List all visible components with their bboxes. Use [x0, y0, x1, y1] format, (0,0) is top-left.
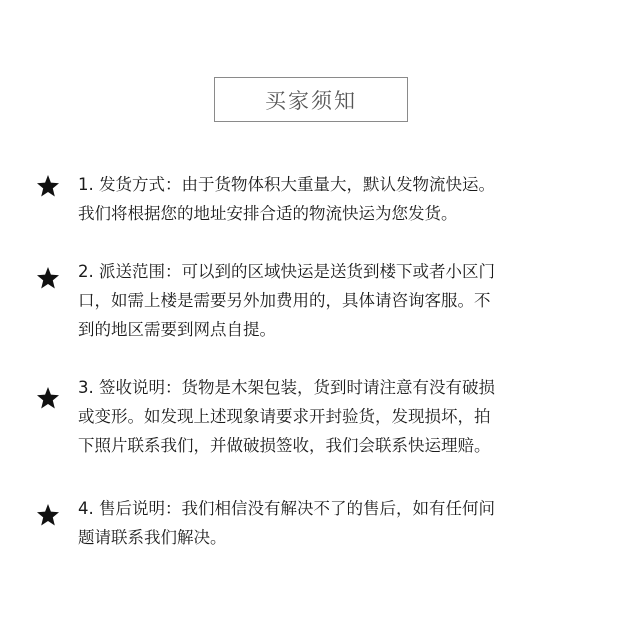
- star-icon: [36, 386, 60, 410]
- notice-text-3: [78, 373, 588, 460]
- notice-line: 口，如需上楼是需要另外加费用的，具体请咨询客服。不: [78, 291, 491, 310]
- notice-text-4: [78, 494, 588, 552]
- notice-line: 题请联系我们解决。: [78, 528, 227, 547]
- notice-line: 2. 派送范围：可以到的区域快运是送货到楼下或者小区门: [78, 262, 495, 281]
- notice-text-1: [78, 170, 588, 228]
- notice-text-2: [78, 257, 588, 344]
- notice-line: 到的地区需要到网点自提。: [78, 320, 276, 339]
- notice-line: 1. 发货方式：由于货物体积大重量大，默认发物流快运。: [78, 175, 495, 194]
- star-icon: [36, 266, 60, 290]
- star-icon: [36, 174, 60, 198]
- notice-line: 我们将根据您的地址安排合适的物流快运为您发货。: [78, 204, 458, 223]
- page-title: 买家须知: [265, 88, 357, 113]
- notice-line: 或变形。如发现上述现象请要求开封验货，发现损坏，拍: [78, 407, 491, 426]
- star-icon: [36, 503, 60, 527]
- notice-line: 4. 售后说明：我们相信没有解决不了的售后，如有任何问: [78, 499, 495, 518]
- notice-line: 下照片联系我们，并做破损签收，我们会联系快运理赔。: [78, 436, 491, 455]
- title-box: [214, 77, 408, 122]
- notice-line: 3. 签收说明：货物是木架包装，货到时请注意有没有破损: [78, 378, 495, 397]
